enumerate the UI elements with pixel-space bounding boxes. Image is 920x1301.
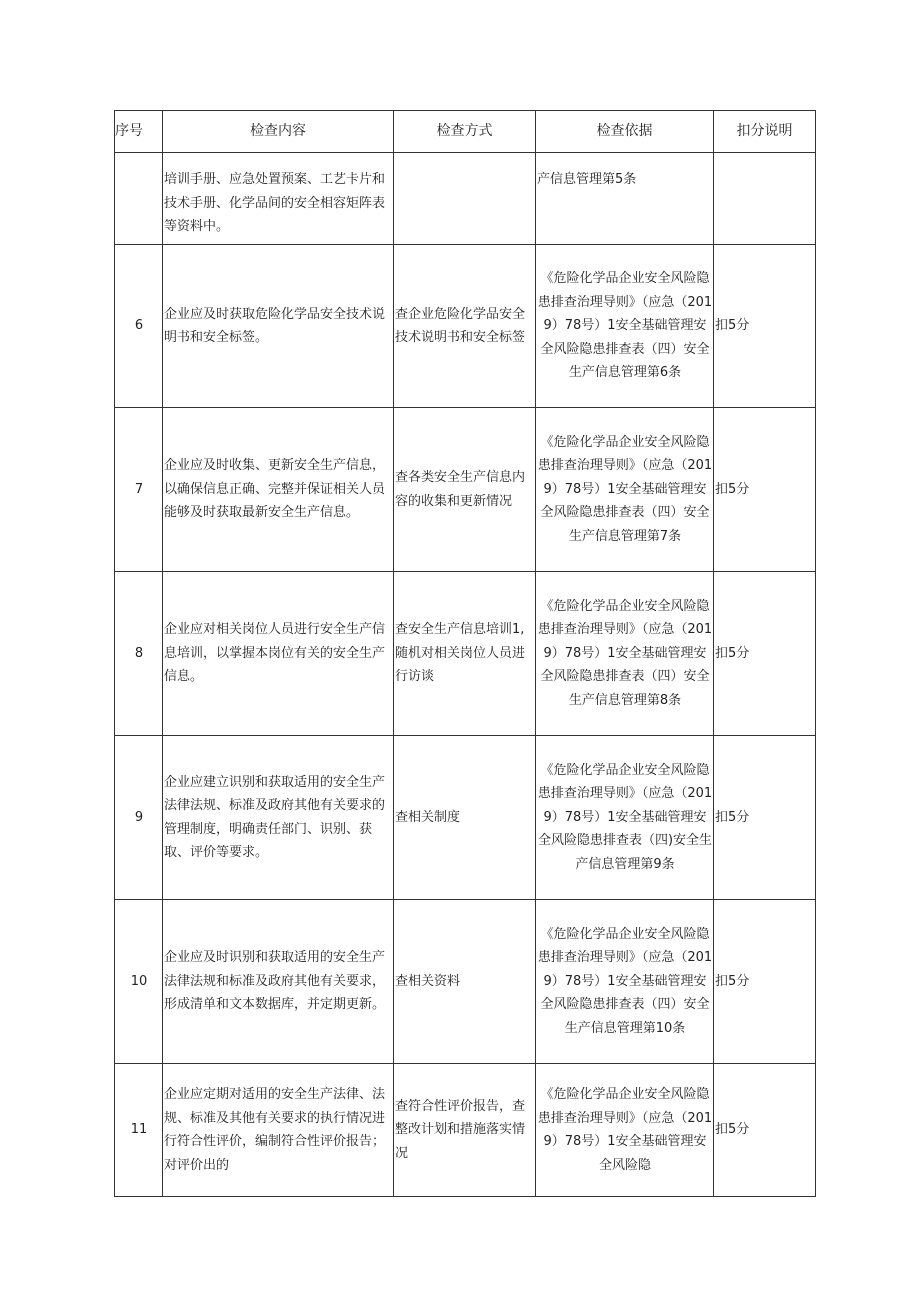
row-deduction [714,153,816,245]
row-no: 11 [115,1064,163,1197]
row-no: 8 [115,572,163,736]
row-content: 企业应对相关岗位人员进行安全生产信息培训，以掌握本岗位有关的安全生产信息。 [163,572,394,736]
table-header-row [115,111,816,153]
row-method: 查符合性评价报告，查整改计划和措施落实情况 [394,1064,536,1197]
row-method: 查企业危险化学品安全技术说明书和安全标签 [394,245,536,408]
row-basis: 《危险化学品企业安全风险隐患排查治理导则》（应急（2019）78号）1安全基础管理安全风险隐 [536,1064,714,1197]
header-method: 检查方式 [394,111,536,153]
row-no: 9 [115,736,163,900]
row-content: 企业应及时获取危险化学品安全技术说明书和安全标签。 [163,245,394,408]
row-content: 企业应建立识别和获取适用的安全生产法律法规、标准及政府其他有关要求的管理制度，明确责任部门、识别、获取、评价等要求。 [163,736,394,900]
row-deduction: 扣5分 [714,408,816,572]
row-method: 查相关制度 [394,736,536,900]
table-row [115,900,816,1064]
row-method: 查相关资料 [394,900,536,1064]
row-deduction: 扣5分 [714,900,816,1064]
inspection-table [114,110,816,1197]
row-content: 企业应及时收集、更新安全生产信息，以确保信息正确、完整并保证相关人员能够及时获取最新安全生产信息。 [163,408,394,572]
row-method: 查各类安全生产信息内容的收集和更新情况 [394,408,536,572]
row-content: 培训手册、应急处置预案、工艺卡片和技术手册、化学品间的安全相容矩阵表等资料中。 [163,153,394,245]
row-content: 企业应定期对适用的安全生产法律、法规、标准及其他有关要求的执行情况进行符合性评价，编制符合性评价报告；对评价出的 [163,1064,394,1197]
header-content: 检查内容 [163,111,394,153]
table-row [115,736,816,900]
row-basis: 《危险化学品企业安全风险隐患排查治理导则》（应急（2019）78号）1安全基础管理安全风险隐患排查表（四）安全生产信息管理第8条 [536,572,714,736]
row-basis: 《危险化学品企业安全风险隐患排查治理导则》（应急（2019）78号）1安全基础管理安全风险隐患排查表（四）安全生产信息管理第7条 [536,408,714,572]
row-method: 查安全生产信息培训1,随机对相关岗位人员进行访谈 [394,572,536,736]
table-row [115,408,816,572]
header-deduction: 扣分说明 [714,111,816,153]
row-deduction: 扣5分 [714,736,816,900]
table-row [115,153,816,245]
row-basis: 《危险化学品企业安全风险隐患排查治理导则》（应急（2019）78号）1安全基础管理安全风险隐患排查表（四）安全生产信息管理第6条 [536,245,714,408]
table-row [115,1064,816,1197]
row-basis: 《危险化学品企业安全风险隐患排查治理导则》（应急（2019）78号）1安全基础管理安全风险隐患排查表（四)安全生产信息管理第9条 [536,736,714,900]
row-no: 10 [115,900,163,1064]
header-basis: 检查依据 [536,111,714,153]
row-no: 6 [115,245,163,408]
row-no [115,153,163,245]
table-row [115,572,816,736]
row-deduction: 扣5分 [714,572,816,736]
row-content: 企业应及时识别和获取适用的安全生产法律法规和标准及政府其他有关要求，形成清单和文本数据库，并定期更新。 [163,900,394,1064]
row-basis: 《危险化学品企业安全风险隐患排查治理导则》（应急（2019）78号）1安全基础管理安全风险隐患排查表（四）安全生产信息管理第10条 [536,900,714,1064]
row-no: 7 [115,408,163,572]
row-method [394,153,536,245]
row-basis: 产信息管理第5条 [536,153,714,245]
header-no: 序号 [115,111,163,153]
row-deduction: 扣5分 [714,1064,816,1197]
row-deduction: 扣5分 [714,245,816,408]
table-row [115,245,816,408]
